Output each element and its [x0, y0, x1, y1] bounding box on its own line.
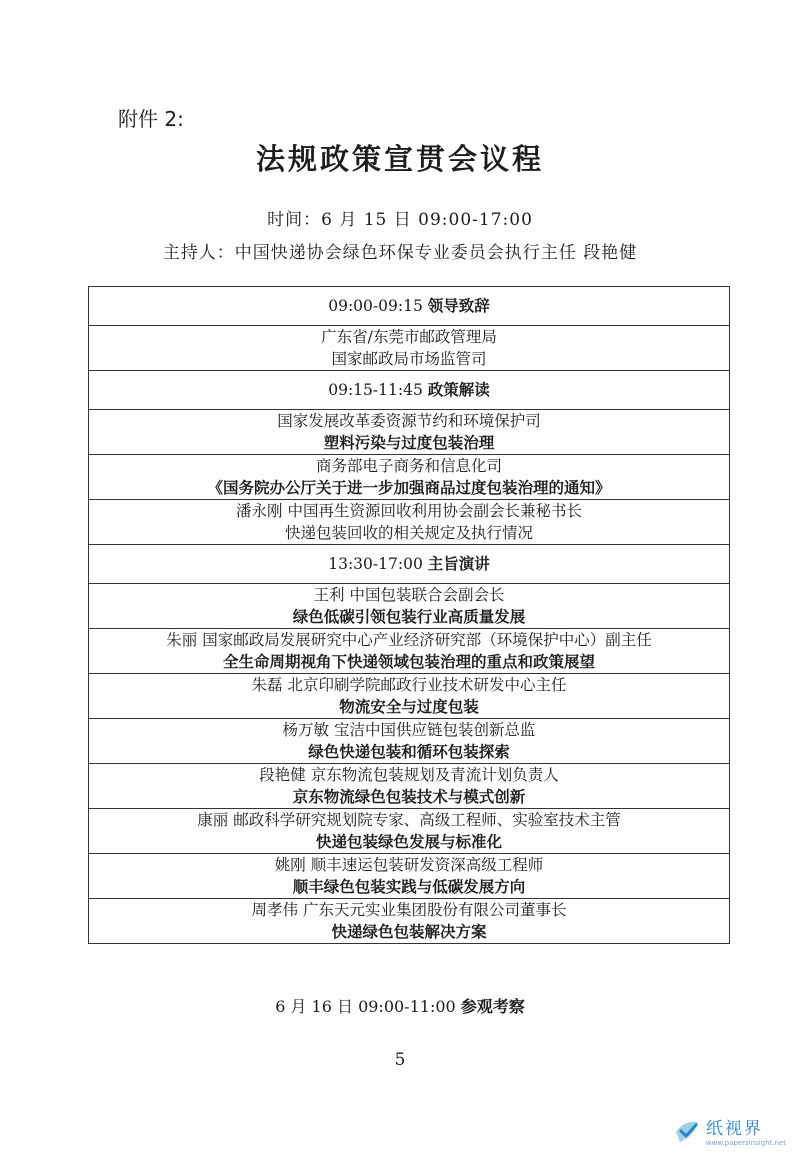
item-topic: 快递包装绿色发展与标准化 — [315, 832, 502, 851]
page-number: 5 — [394, 1050, 406, 1070]
agenda-item-row — [89, 764, 730, 809]
section-header — [89, 287, 730, 326]
agenda-item-row — [89, 584, 730, 629]
item-topic: 京东物流绿色包装技术与模式创新 — [292, 787, 526, 806]
agenda-section-row — [89, 545, 730, 584]
section-header — [89, 371, 730, 410]
item-topic: 绿色快递包装和循环包装探索 — [308, 742, 510, 761]
item-topic: 顺丰绿色包装实践与低碳发展方向 — [292, 877, 526, 896]
section-name: 领导致辞 — [427, 296, 490, 315]
agenda-item — [89, 764, 730, 809]
item-topic: 《国务院办公厅关于进一步加强商品过度包装治理的通知》 — [207, 478, 611, 497]
item-speaker: 朱丽 国家邮政局发展研究中心产业经济研究部（环境保护中心）副主任 — [166, 631, 652, 649]
watermark — [672, 1114, 786, 1147]
agenda-item-row — [89, 455, 730, 500]
item-speaker: 朱磊 北京印刷学院邮政行业技术研发中心主任 — [251, 676, 567, 694]
section-time: 09:15-11:45 — [328, 381, 423, 399]
agenda-table — [88, 286, 730, 944]
meeting-time: 时间：6 月 15 日 09:00-17:00 — [267, 210, 533, 230]
meeting-host: 主持人：中国快递协会绿色环保专业委员会执行主任 段艳健 — [162, 243, 638, 263]
item-topic: 物流安全与过度包装 — [339, 697, 479, 716]
section-name: 政策解读 — [427, 380, 490, 399]
item-speaker: 商务部电子商务和信息化司 — [315, 457, 502, 475]
agenda-item-row — [89, 326, 730, 371]
agenda-item-row — [89, 854, 730, 899]
watermark-name: 纸视界 — [705, 1119, 763, 1139]
agenda-item-row — [89, 809, 730, 854]
agenda-item-row — [89, 899, 730, 944]
section-header — [89, 545, 730, 584]
document-title: 法规政策宣贯会议程 — [255, 142, 544, 176]
item-speaker: 王利 中国包装联合会副会长 — [313, 586, 505, 604]
item-topic: 绿色低碳引领包装行业高质量发展 — [292, 607, 526, 626]
agenda-item — [89, 809, 730, 854]
item-topic: 国家邮政局市场监管司 — [331, 350, 487, 368]
agenda-section-row — [89, 371, 730, 410]
visit-name: 参观考察 — [460, 997, 525, 1016]
item-speaker: 杨万敏 宝洁中国供应链包装创新总监 — [282, 721, 536, 739]
item-speaker: 广东省/东莞市邮政管理局 — [321, 328, 497, 346]
agenda-item — [89, 719, 730, 764]
item-speaker: 康丽 邮政科学研究规划院专家、高级工程师、实验室技术主管 — [197, 811, 621, 829]
agenda-item-row — [89, 674, 730, 719]
item-topic: 快递包装回收的相关规定及执行情况 — [284, 524, 533, 542]
agenda-item — [89, 410, 730, 455]
agenda-item — [89, 899, 730, 944]
item-speaker: 段艳健 京东物流包装规划及青流计划负责人 — [259, 766, 559, 784]
attachment-label: 附件 2: — [118, 107, 184, 131]
item-speaker: 国家发展改革委资源节约和环境保护司 — [277, 412, 541, 430]
agenda-item — [89, 674, 730, 719]
item-speaker: 潘永刚 中国再生资源回收利用协会副会长兼秘书长 — [236, 502, 582, 520]
agenda-item — [89, 584, 730, 629]
item-topic: 塑料污染与过度包装治理 — [323, 433, 495, 452]
agenda-item — [89, 326, 730, 371]
agenda-item — [89, 500, 730, 545]
site-visit-line — [0, 994, 800, 1017]
agenda-item-row — [89, 719, 730, 764]
item-topic: 快递绿色包装解决方案 — [331, 922, 487, 941]
watermark-text — [706, 1114, 786, 1147]
section-time: 13:30-17:00 — [328, 555, 423, 573]
item-topic: 全生命周期视角下快递领域包装治理的重点和政策展望 — [222, 652, 595, 671]
agenda-item-row — [89, 410, 730, 455]
item-speaker: 姚刚 顺丰速运包装研发资深高级工程师 — [274, 856, 544, 874]
paper-insight-logo-icon — [672, 1116, 702, 1146]
watermark-url: www.papersinsight.net — [705, 1139, 786, 1147]
agenda-item-row — [89, 500, 730, 545]
agenda-item — [89, 629, 730, 674]
agenda-item — [89, 854, 730, 899]
section-time: 09:00-09:15 — [328, 297, 423, 315]
agenda-item — [89, 455, 730, 500]
agenda-section-row — [89, 287, 730, 326]
section-name: 主旨演讲 — [427, 554, 490, 573]
item-speaker: 周孝伟 广东天元实业集团股份有限公司董事长 — [251, 901, 567, 919]
agenda-item-row — [89, 629, 730, 674]
visit-time: 6 月 16 日 09:00-11:00 — [275, 997, 456, 1016]
